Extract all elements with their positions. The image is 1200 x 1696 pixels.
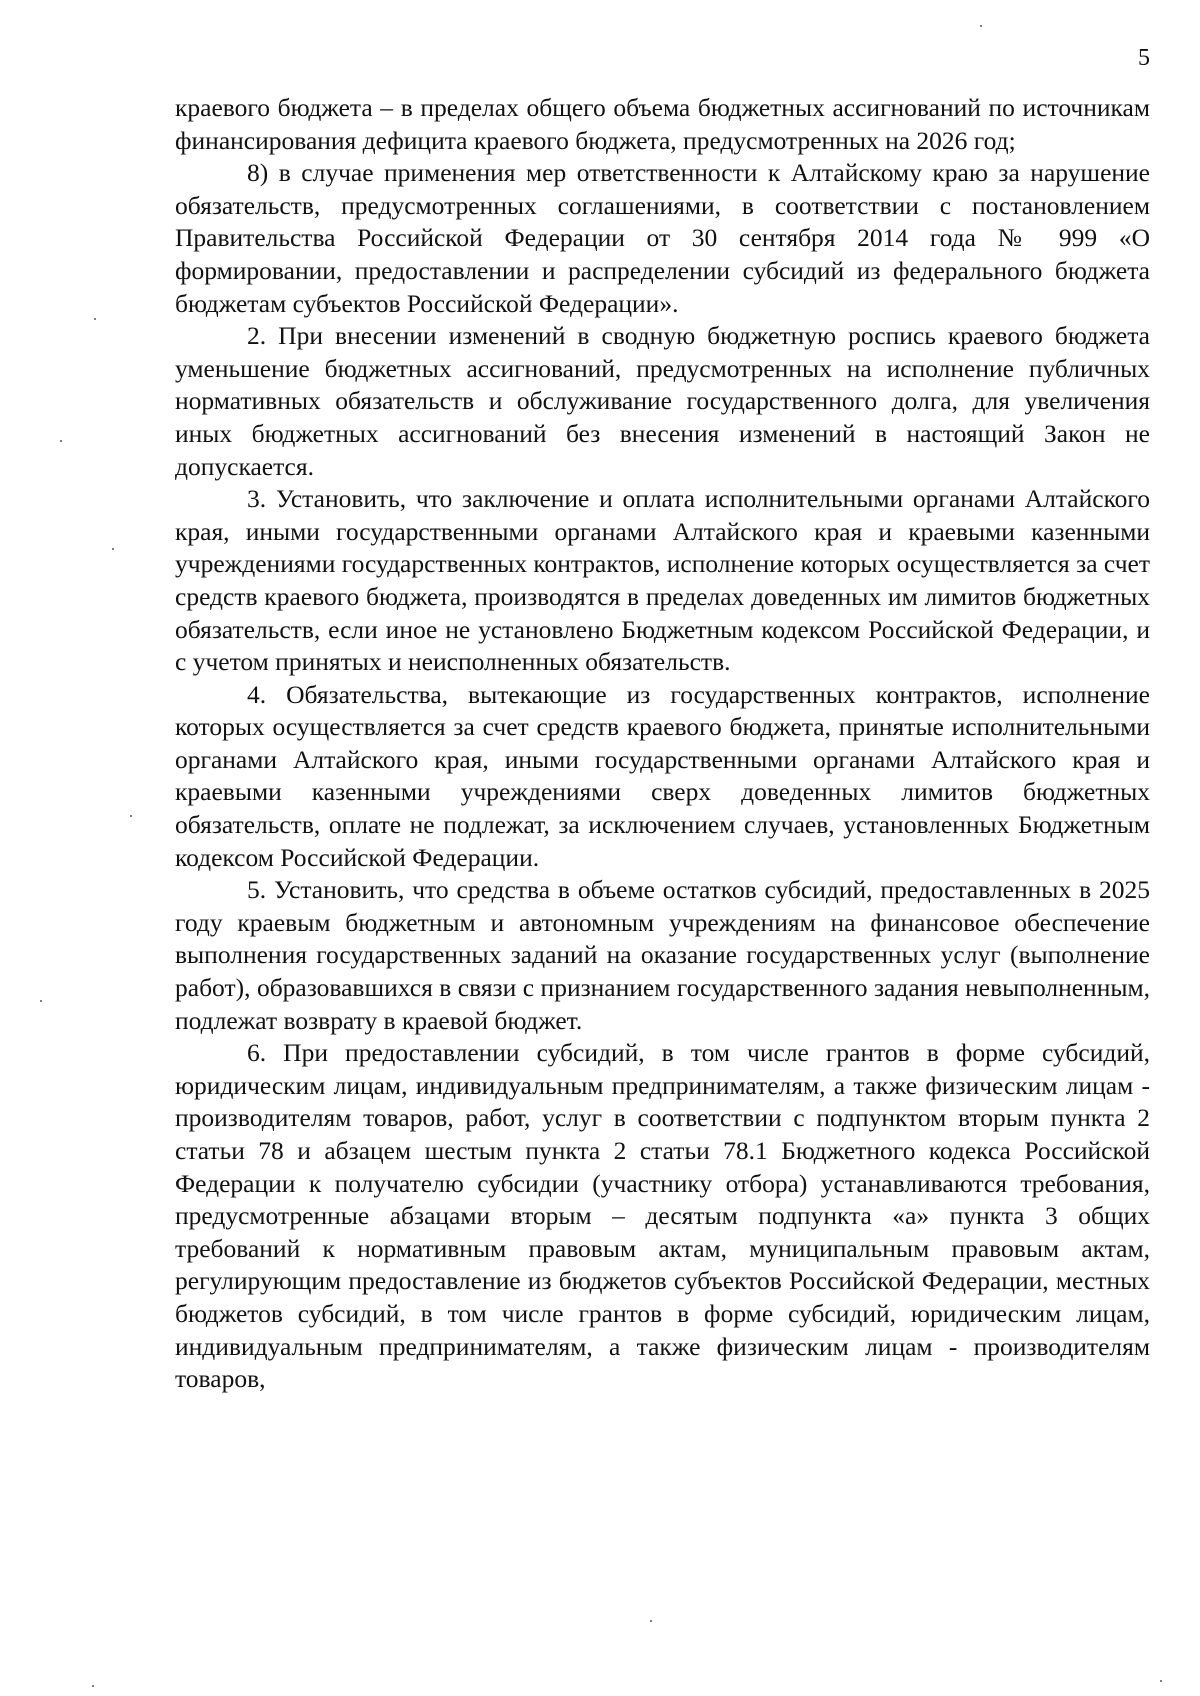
paragraph-clause-6: 6. При предоставлении субсидий, в том числе грантов в форме субсидий, юридическим лицам, индивидуальным предпринимателям, а также физическим лицам - производителям товаров, работ, услуг в соответствии с подпунктом вторым пункта 2 статьи 78 и абзацем шестым пункта 2 статьи 78.1 Бюджетного кодекса Российской Федерации к получателю субсидии (участнику отбора) устанавливаются требования, предусмотренные абзацами вторым – десятым подпункта «а» пункта 3 общих требований к нормативным правовым актам, муниципальным правовым актам, регулирующим предоставление из бюджетов субъектов Российской Федерации, местных бюджетов субсидий, в том числе грантов в форме субсидий, юридическим лицам, индивидуальным предпринимателям, а также физическим лицам - производителям товаров, [175, 1038, 1150, 1394]
paragraph-clause-2: 2. При внесении изменений в сводную бюджетную роспись краевого бюджета уменьшение бюджетных ассигнований, предусмотренных на исполнение публичных нормативных обязательств и обслуживание государственного долга, для увеличения иных бюджетных ассигнований без внесения изменений в настоящий Закон не допускается. [175, 321, 1150, 481]
paragraph-clause-5: 5. Установить, что средства в объеме остатков субсидий, предоставленных в 2025 году краевым бюджетным и автономным учреждениям на финансовое обеспечение выполнения государственных заданий на оказание государственных услуг (выполнение работ), образовавшихся в связи с признанием государственного задания невыполненным, подлежат возврату в краевой бюджет. [175, 875, 1150, 1035]
scan-speck [40, 1000, 42, 1002]
scan-speck [94, 318, 96, 320]
scan-speck [1160, 1680, 1162, 1682]
scan-speck [60, 440, 62, 442]
paragraph-continuation: краевого бюджета – в пределах общего объема бюджетных ассигнований по источникам финансирования дефицита краевого бюджета, предусмотренных на 2026 год; [175, 93, 1150, 155]
scan-speck [112, 548, 114, 550]
scan-speck [92, 1685, 94, 1687]
paragraph-clause-3: 3. Установить, что заключение и оплата исполнительными органами Алтайского края, иными государственными органами Алтайского края и краевыми казенными учреждениями государственных контрактов, исполнение которых осуществляется за счет средств краевого бюджета, производятся в пределах доведенных им лимитов бюджетных обязательств, если иное не установлено Бюджетным кодексом Российской Федерации, и с учетом принятых и неисполненных обязательств. [175, 484, 1150, 677]
scan-speck [130, 815, 132, 817]
paragraph-item-8: 8) в случае применения мер ответственности к Алтайскому краю за нарушение обязательств, предусмотренных соглашениями, в соответствии с постановлением Правительства Российской Федерации от 30 сентября 2014 года № 999 «О формировании, предоставлении и распределении субсидий из федерального бюджета бюджетам субъектов Российской Федерации». [175, 158, 1150, 318]
document-body [175, 92, 1150, 1396]
scan-speck [980, 25, 982, 27]
scan-speck [650, 1620, 652, 1622]
paragraph-clause-4: 4. Обязательства, вытекающие из государственных контрактов, исполнение которых осуществляется за счет средств краевого бюджета, принятые исполнительными органами Алтайского края, иными государственными органами Алтайского края и краевыми казенными учреждениями сверх доведенных лимитов бюджетных обязательств, оплате не подлежат, за исключением случаев, установленных Бюджетным кодексом Российской Федерации. [175, 679, 1150, 872]
page-number: 5 [1138, 45, 1150, 71]
